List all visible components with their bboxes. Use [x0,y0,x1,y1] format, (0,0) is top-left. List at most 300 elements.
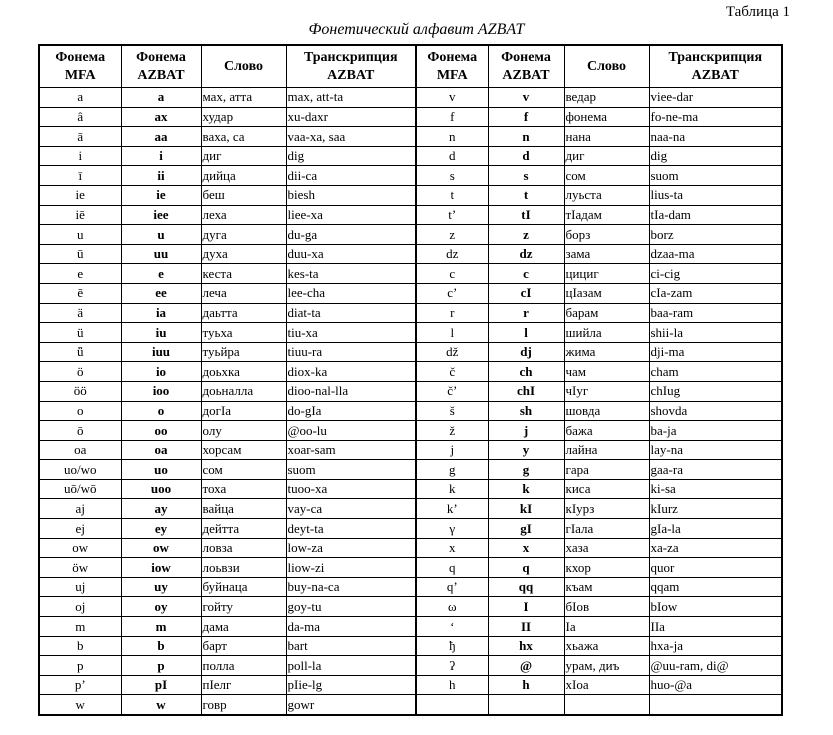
word-cell: хаза [564,538,649,558]
phoneme-azbat-cell: chI [488,381,564,401]
column-header: Слово [201,45,286,88]
column-header: Транскрипция AZBAT [286,45,416,88]
transcription-cell: liee-xa [286,205,416,225]
column-header: Фонема MFA [416,45,488,88]
phoneme-azbat-cell: iuu [121,342,201,362]
phoneme-azbat-cell: o [121,401,201,421]
phoneme-azbat-cell: d [488,146,564,166]
phoneme-azbat-cell: iu [121,323,201,343]
phoneme-mfa-cell: ow [39,538,121,558]
word-cell: доьналла [201,381,286,401]
word-cell: шийла [564,323,649,343]
table-row [39,558,782,578]
column-header: Фонема MFA [39,45,121,88]
phoneme-azbat-cell: uoo [121,479,201,499]
phoneme-mfa-cell: z [416,225,488,245]
phoneme-mfa-cell: b [39,636,121,656]
phoneme-mfa-cell: oa [39,440,121,460]
phoneme-azbat-cell: h [488,675,564,695]
word-cell: лайна [564,440,649,460]
transcription-cell: lius-ta [649,185,782,205]
phoneme-azbat-cell: hx [488,636,564,656]
transcription-cell: @oo-lu [286,421,416,441]
phoneme-mfa-cell: pʼ [39,675,121,695]
table-row [39,440,782,460]
table-row [39,45,782,88]
transcription-cell: xoar-sam [286,440,416,460]
transcription-cell: chIug [649,381,782,401]
table-body [39,88,782,716]
phoneme-azbat-cell: aa [121,127,201,147]
transcription-cell: pIie-lg [286,675,416,695]
transcription-cell: ci-cig [649,264,782,284]
phoneme-azbat-cell: oo [121,421,201,441]
transcription-cell: kes-ta [286,264,416,284]
phoneme-mfa-cell: r [416,303,488,323]
word-cell: киса [564,479,649,499]
transcription-cell: bIow [649,597,782,617]
transcription-cell: dii-ca [286,166,416,186]
column-header: Транскрипция AZBAT [649,45,782,88]
transcription-cell: max, att-ta [286,88,416,108]
phoneme-mfa-cell: l [416,323,488,343]
table-row [39,695,782,715]
transcription-cell: tiuu-ra [286,342,416,362]
word-cell: ведар [564,88,649,108]
phoneme-mfa-cell: ie [39,185,121,205]
word-cell: ваха, са [201,127,286,147]
transcription-cell: shovda [649,401,782,421]
word-cell: туьйра [201,342,286,362]
phoneme-azbat-cell: ia [121,303,201,323]
phoneme-azbat-cell: oa [121,440,201,460]
phoneme-mfa-cell: v [416,88,488,108]
phoneme-azbat-cell: kI [488,499,564,519]
word-cell: олу [201,421,286,441]
transcription-cell: tuoo-xa [286,479,416,499]
phoneme-mfa-cell: čʼ [416,381,488,401]
word-cell: кIурз [564,499,649,519]
table-row [39,519,782,539]
phoneme-azbat-cell: uo [121,460,201,480]
phoneme-azbat-cell: n [488,127,564,147]
table-row [39,675,782,695]
transcription-cell: viee-dar [649,88,782,108]
phoneme-azbat-cell: ch [488,362,564,382]
transcription-cell: dzaa-ma [649,244,782,264]
table-row [39,421,782,441]
word-cell: говр [201,695,286,715]
transcription-cell: hxa-ja [649,636,782,656]
word-cell: борз [564,225,649,245]
phoneme-mfa-cell: u [39,225,121,245]
transcription-cell: tIa-dam [649,205,782,225]
word-cell: сом [201,460,286,480]
table-row [39,538,782,558]
word-cell: диг [201,146,286,166]
phoneme-mfa-cell: w [39,695,121,715]
word-cell: буйнаца [201,577,286,597]
phoneme-azbat-cell: q [488,558,564,578]
word-cell: чIуг [564,381,649,401]
phoneme-azbat-cell: ie [121,185,201,205]
transcription-cell: shii-la [649,323,782,343]
word-cell: хорсам [201,440,286,460]
phoneme-mfa-cell: a [39,88,121,108]
phoneme-azbat-cell: oy [121,597,201,617]
phoneme-mfa-cell: ä [39,303,121,323]
phoneme-azbat-cell: ioo [121,381,201,401]
phoneme-azbat-cell: i [121,146,201,166]
table-title: Фонетический алфавит AZBAT [308,21,525,38]
phoneme-azbat-cell: e [121,264,201,284]
word-cell: Iа [564,617,649,637]
transcription-cell: dioo-nal-lla [286,381,416,401]
table-row [39,107,782,127]
phoneme-azbat-cell: c [488,264,564,284]
transcription-cell: poll-la [286,656,416,676]
phoneme-azbat-cell: j [488,421,564,441]
table-row [39,362,782,382]
word-cell: нана [564,127,649,147]
phoneme-mfa-cell: c [416,264,488,284]
table-row [39,323,782,343]
phoneme-azbat-cell: uy [121,577,201,597]
phoneme-mfa-cell: dz [416,244,488,264]
transcription-cell: bart [286,636,416,656]
phoneme-azbat-cell: ey [121,519,201,539]
table-row [39,656,782,676]
transcription-cell: huo-@a [649,675,782,695]
phoneme-mfa-cell: o [39,401,121,421]
phoneme-azbat-cell: ii [121,166,201,186]
word-cell: барам [564,303,649,323]
phoneme-mfa-cell: ʔ [416,656,488,676]
phoneme-azbat-cell: iee [121,205,201,225]
word-cell [564,695,649,715]
word-cell: зама [564,244,649,264]
transcription-cell: buy-na-ca [286,577,416,597]
phoneme-mfa-cell: f [416,107,488,127]
phoneme-azbat-cell: u [121,225,201,245]
phoneme-mfa-cell: ö [39,362,121,382]
phoneme-mfa-cell: h [416,675,488,695]
phoneme-mfa-cell: tʼ [416,205,488,225]
table-row [39,166,782,186]
column-header: Фонема AZBAT [121,45,201,88]
phoneme-mfa-cell: ђ [416,636,488,656]
phoneme-azbat-cell: a [121,88,201,108]
word-cell: мах, атта [201,88,286,108]
phoneme-azbat-cell: I [488,597,564,617]
phoneme-mfa-cell: j [416,440,488,460]
column-header: Слово [564,45,649,88]
transcription-cell: baa-ram [649,303,782,323]
word-cell: цициг [564,264,649,284]
phoneme-azbat-cell: @ [488,656,564,676]
transcription-cell: liow-zi [286,558,416,578]
transcription-cell: IIа [649,617,782,637]
table-row [39,460,782,480]
phoneme-azbat-cell: r [488,303,564,323]
phoneme-mfa-cell: ē [39,283,121,303]
word-cell: пIелг [201,675,286,695]
phoneme-mfa-cell: ü [39,323,121,343]
phoneme-azbat-cell: ee [121,283,201,303]
phoneme-mfa-cell: g [416,460,488,480]
phoneme-mfa-cell: aj [39,499,121,519]
phoneme-mfa-cell: č [416,362,488,382]
word-cell: тоха [201,479,286,499]
transcription-cell: da-ma [286,617,416,637]
phoneme-azbat-cell: qq [488,577,564,597]
phoneme-mfa-cell: uo/wo [39,460,121,480]
transcription-cell: kIurz [649,499,782,519]
phoneme-azbat-cell: y [488,440,564,460]
phoneme-mfa-cell: cʼ [416,283,488,303]
transcription-cell: diat-ta [286,303,416,323]
phoneme-mfa-cell: ej [39,519,121,539]
table-row [39,401,782,421]
word-cell: дуга [201,225,286,245]
word-cell: къам [564,577,649,597]
transcription-cell: ba-ja [649,421,782,441]
transcription-cell: lee-cha [286,283,416,303]
phoneme-azbat-cell: k [488,479,564,499]
transcription-cell: gIa-la [649,519,782,539]
phoneme-azbat-cell: ay [121,499,201,519]
table-row [39,617,782,637]
phoneme-mfa-cell: i [39,146,121,166]
transcription-cell: do-gIa [286,401,416,421]
phoneme-azbat-cell: tI [488,205,564,225]
table-row [39,479,782,499]
transcription-cell: dig [286,146,416,166]
phoneme-azbat-cell: ax [121,107,201,127]
table-row [39,88,782,108]
word-cell: шовда [564,401,649,421]
phoneme-mfa-cell: iē [39,205,121,225]
phoneme-mfa-cell: qʼ [416,577,488,597]
phoneme-azbat-cell: p [121,656,201,676]
transcription-cell: low-za [286,538,416,558]
transcription-cell: @uu-ram, di@ [649,656,782,676]
phoneme-mfa-cell: ū [39,244,121,264]
transcription-cell: gowr [286,695,416,715]
phoneme-azbat-cell: II [488,617,564,637]
word-cell: фонема [564,107,649,127]
word-cell: кхор [564,558,649,578]
phoneme-mfa-cell: e [39,264,121,284]
word-cell: догIа [201,401,286,421]
word-cell: лоьвзи [201,558,286,578]
word-cell: урам, диъ [564,656,649,676]
transcription-cell: dji-ma [649,342,782,362]
word-cell: цIазам [564,283,649,303]
table-row [39,577,782,597]
table-row [39,636,782,656]
phoneme-azbat-cell: w [121,695,201,715]
phoneme-mfa-cell: öw [39,558,121,578]
phoneme-azbat-cell: dz [488,244,564,264]
table-row [39,127,782,147]
word-cell: барт [201,636,286,656]
word-cell: хIоа [564,675,649,695]
word-cell: гIала [564,519,649,539]
phoneme-azbat-cell: gI [488,519,564,539]
phoneme-azbat-cell: dj [488,342,564,362]
phoneme-mfa-cell: ā [39,127,121,147]
phoneme-mfa-cell: γ [416,519,488,539]
phoneme-mfa-cell: x [416,538,488,558]
phoneme-azbat-cell: b [121,636,201,656]
phoneme-azbat-cell: uu [121,244,201,264]
phoneme-mfa-cell: š [416,401,488,421]
word-cell: туьха [201,323,286,343]
transcription-cell: lay-na [649,440,782,460]
transcription-cell: borz [649,225,782,245]
column-header: Фонема AZBAT [488,45,564,88]
phoneme-azbat-cell: z [488,225,564,245]
phoneme-mfa-cell: ǖ [39,342,121,362]
phoneme-azbat-cell: cI [488,283,564,303]
transcription-cell: tiu-xa [286,323,416,343]
word-cell: тIадам [564,205,649,225]
transcription-cell: cIa-zam [649,283,782,303]
transcription-cell: vay-ca [286,499,416,519]
phoneme-mfa-cell: t [416,185,488,205]
transcription-cell: goy-tu [286,597,416,617]
table-row [39,205,782,225]
phoneme-mfa-cell: m [39,617,121,637]
phoneme-mfa-cell: ʻ [416,617,488,637]
word-cell: доьхка [201,362,286,382]
word-cell: даьтта [201,303,286,323]
phoneme-azbat-cell: l [488,323,564,343]
word-cell: ловза [201,538,286,558]
transcription-cell: ki-sa [649,479,782,499]
phoneme-mfa-cell: kʼ [416,499,488,519]
transcription-cell: duu-xa [286,244,416,264]
word-cell: чам [564,362,649,382]
table-header-row [39,45,782,88]
word-cell: хьажа [564,636,649,656]
phoneme-mfa-cell: n [416,127,488,147]
transcription-cell: deyt-ta [286,519,416,539]
phoneme-mfa-cell: ω [416,597,488,617]
phoneme-azbat-cell: t [488,185,564,205]
transcription-cell: gaa-ra [649,460,782,480]
table-row [39,283,782,303]
transcription-cell: qqam [649,577,782,597]
word-cell: дийца [201,166,286,186]
word-cell: сом [564,166,649,186]
table-row [39,342,782,362]
phoneme-mfa-cell: ō [39,421,121,441]
transcription-cell: diox-ka [286,362,416,382]
table-row [39,225,782,245]
word-cell: беш [201,185,286,205]
word-cell: дейтта [201,519,286,539]
phoneme-mfa-cell: d [416,146,488,166]
transcription-cell: dig [649,146,782,166]
word-cell: бIов [564,597,649,617]
word-cell: луьста [564,185,649,205]
transcription-cell: naa-na [649,127,782,147]
phoneme-mfa-cell: k [416,479,488,499]
word-cell: диг [564,146,649,166]
phoneme-mfa-cell: uō/wō [39,479,121,499]
transcription-cell [649,695,782,715]
transcription-cell: du-ga [286,225,416,245]
phoneme-mfa-cell: ž [416,421,488,441]
phoneme-mfa-cell [416,695,488,715]
phonetic-alphabet-table [38,44,783,716]
word-cell: леча [201,283,286,303]
phoneme-azbat-cell [488,695,564,715]
phoneme-mfa-cell: dž [416,342,488,362]
phoneme-mfa-cell: p [39,656,121,676]
transcription-cell: xa-za [649,538,782,558]
word-cell: кеста [201,264,286,284]
phoneme-azbat-cell: g [488,460,564,480]
table-row [39,597,782,617]
transcription-cell: vaa-xa, saa [286,127,416,147]
phoneme-azbat-cell: ow [121,538,201,558]
phoneme-azbat-cell: f [488,107,564,127]
phoneme-azbat-cell: v [488,88,564,108]
phoneme-mfa-cell: â [39,107,121,127]
phoneme-mfa-cell: q [416,558,488,578]
phoneme-azbat-cell: pI [121,675,201,695]
phoneme-azbat-cell: x [488,538,564,558]
transcription-cell: cham [649,362,782,382]
word-cell: гойту [201,597,286,617]
word-cell: гара [564,460,649,480]
word-cell: духа [201,244,286,264]
transcription-cell: quor [649,558,782,578]
table-row [39,185,782,205]
phoneme-azbat-cell: io [121,362,201,382]
phoneme-mfa-cell: öö [39,381,121,401]
table-row [39,264,782,284]
word-cell: вайца [201,499,286,519]
phoneme-mfa-cell: s [416,166,488,186]
word-cell: худар [201,107,286,127]
phoneme-azbat-cell: s [488,166,564,186]
table-row [39,244,782,264]
transcription-cell: suom [286,460,416,480]
transcription-cell: xu-daxr [286,107,416,127]
word-cell: бажа [564,421,649,441]
word-cell: полла [201,656,286,676]
table-row [39,499,782,519]
phoneme-mfa-cell: uj [39,577,121,597]
phoneme-azbat-cell: iow [121,558,201,578]
table-row [39,303,782,323]
phoneme-azbat-cell: m [121,617,201,637]
table-caption: Таблица 1 [725,4,790,20]
phoneme-azbat-cell: sh [488,401,564,421]
transcription-cell: biesh [286,185,416,205]
phoneme-mfa-cell: oj [39,597,121,617]
phoneme-mfa-cell: ī [39,166,121,186]
word-cell: жима [564,342,649,362]
transcription-cell: suom [649,166,782,186]
transcription-cell: fo-ne-ma [649,107,782,127]
table-row [39,146,782,166]
word-cell: леха [201,205,286,225]
